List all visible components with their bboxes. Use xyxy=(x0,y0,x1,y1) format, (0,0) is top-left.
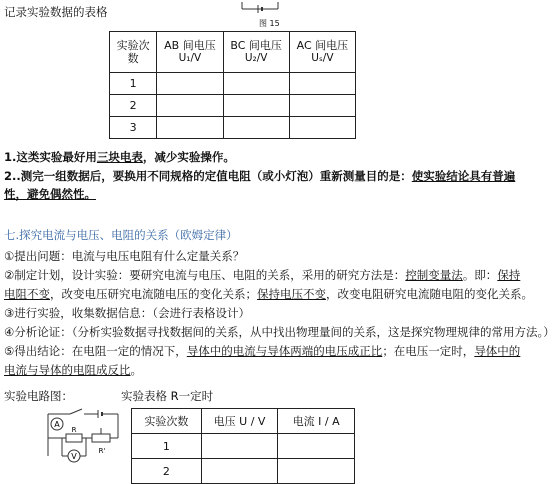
table2-caption: 实验表格 R一定时 xyxy=(121,389,214,403)
circuit-label: 实验电路图： xyxy=(4,389,73,403)
table1-header-bc: BC 间电压 U₂/V xyxy=(223,32,289,73)
voltmeter-label: V xyxy=(71,452,77,461)
section-7-title: 七.探究电流与电压、电阻的关系（欧姆定律） xyxy=(4,228,238,242)
table-row: 2 xyxy=(132,459,355,484)
table-row: 3 xyxy=(110,117,356,139)
table2-header-trial: 实验次数 xyxy=(132,409,202,434)
data-table-voltage xyxy=(109,31,356,139)
step-2-line-1: ②制定计划，设计实验：要研究电流与电压、电阻的关系，采用的研究方法是：控制变量法。即：保持 xyxy=(4,268,521,282)
step-5-line-1: ⑤得出结论：在电阻一定的情况下，导体中的电流与导体两端的电压成正比；在电压一定时，导体中的 xyxy=(4,344,521,358)
step-2-line-2: 电阻不变，改变电压研究电流随电压的变化关系；保持电压不变，改变电阻研究电流随电阻的变化关系。 xyxy=(4,287,533,301)
step-5-line-2: 电流与导体的电阻成反比。 xyxy=(4,363,142,377)
data-table-current xyxy=(131,408,355,484)
circuit-fragment-top xyxy=(230,0,290,18)
note-2-line-2: 性，避免偶然性。 xyxy=(4,187,96,201)
table-row: 2 xyxy=(110,95,356,117)
table1-header-ac: AC 间电压 Uₛ/V xyxy=(289,32,355,73)
table-row: 1 xyxy=(110,73,356,95)
note-1: 1.这类实验最好用三块电表，减少实验操作。 xyxy=(4,150,235,164)
table1-header-trial: 实验次 数 xyxy=(110,32,157,73)
step-1: ①提出问题：电流与电压电阻有什么定量关系？ xyxy=(4,249,245,263)
step-4: ④分析论证：（分析实验数据寻找数据间的关系，从中找出物理量间的关系，这是探究物理规律的常用方法。） xyxy=(4,325,555,339)
resistor-label: R xyxy=(71,426,77,434)
table2-header-current: 电流 I / A xyxy=(278,409,355,434)
step-3: ③进行实验，收集数据信息：（会进行表格设计） xyxy=(4,306,251,320)
rheostat-symbol xyxy=(92,434,110,442)
ammeter-label: A xyxy=(54,420,60,429)
figure-label: 图 15 xyxy=(259,19,280,28)
table-row: 1 xyxy=(132,434,355,459)
resistor-symbol xyxy=(66,434,82,442)
rheostat-label: R' xyxy=(98,447,106,455)
top-caption: 记录实验数据的表格 xyxy=(4,5,108,19)
note-2-line-1: 2..测完一组数据后，要换用不同规格的定值电阻（或小灯泡）重新测量目的是：使实验结论具有普遍 xyxy=(4,169,516,183)
table2-header-voltage: 电压 U / V xyxy=(201,409,278,434)
table1-header-ab: AB 间电压 U₁/V xyxy=(157,32,223,73)
experiment-circuit-diagram xyxy=(44,408,124,470)
